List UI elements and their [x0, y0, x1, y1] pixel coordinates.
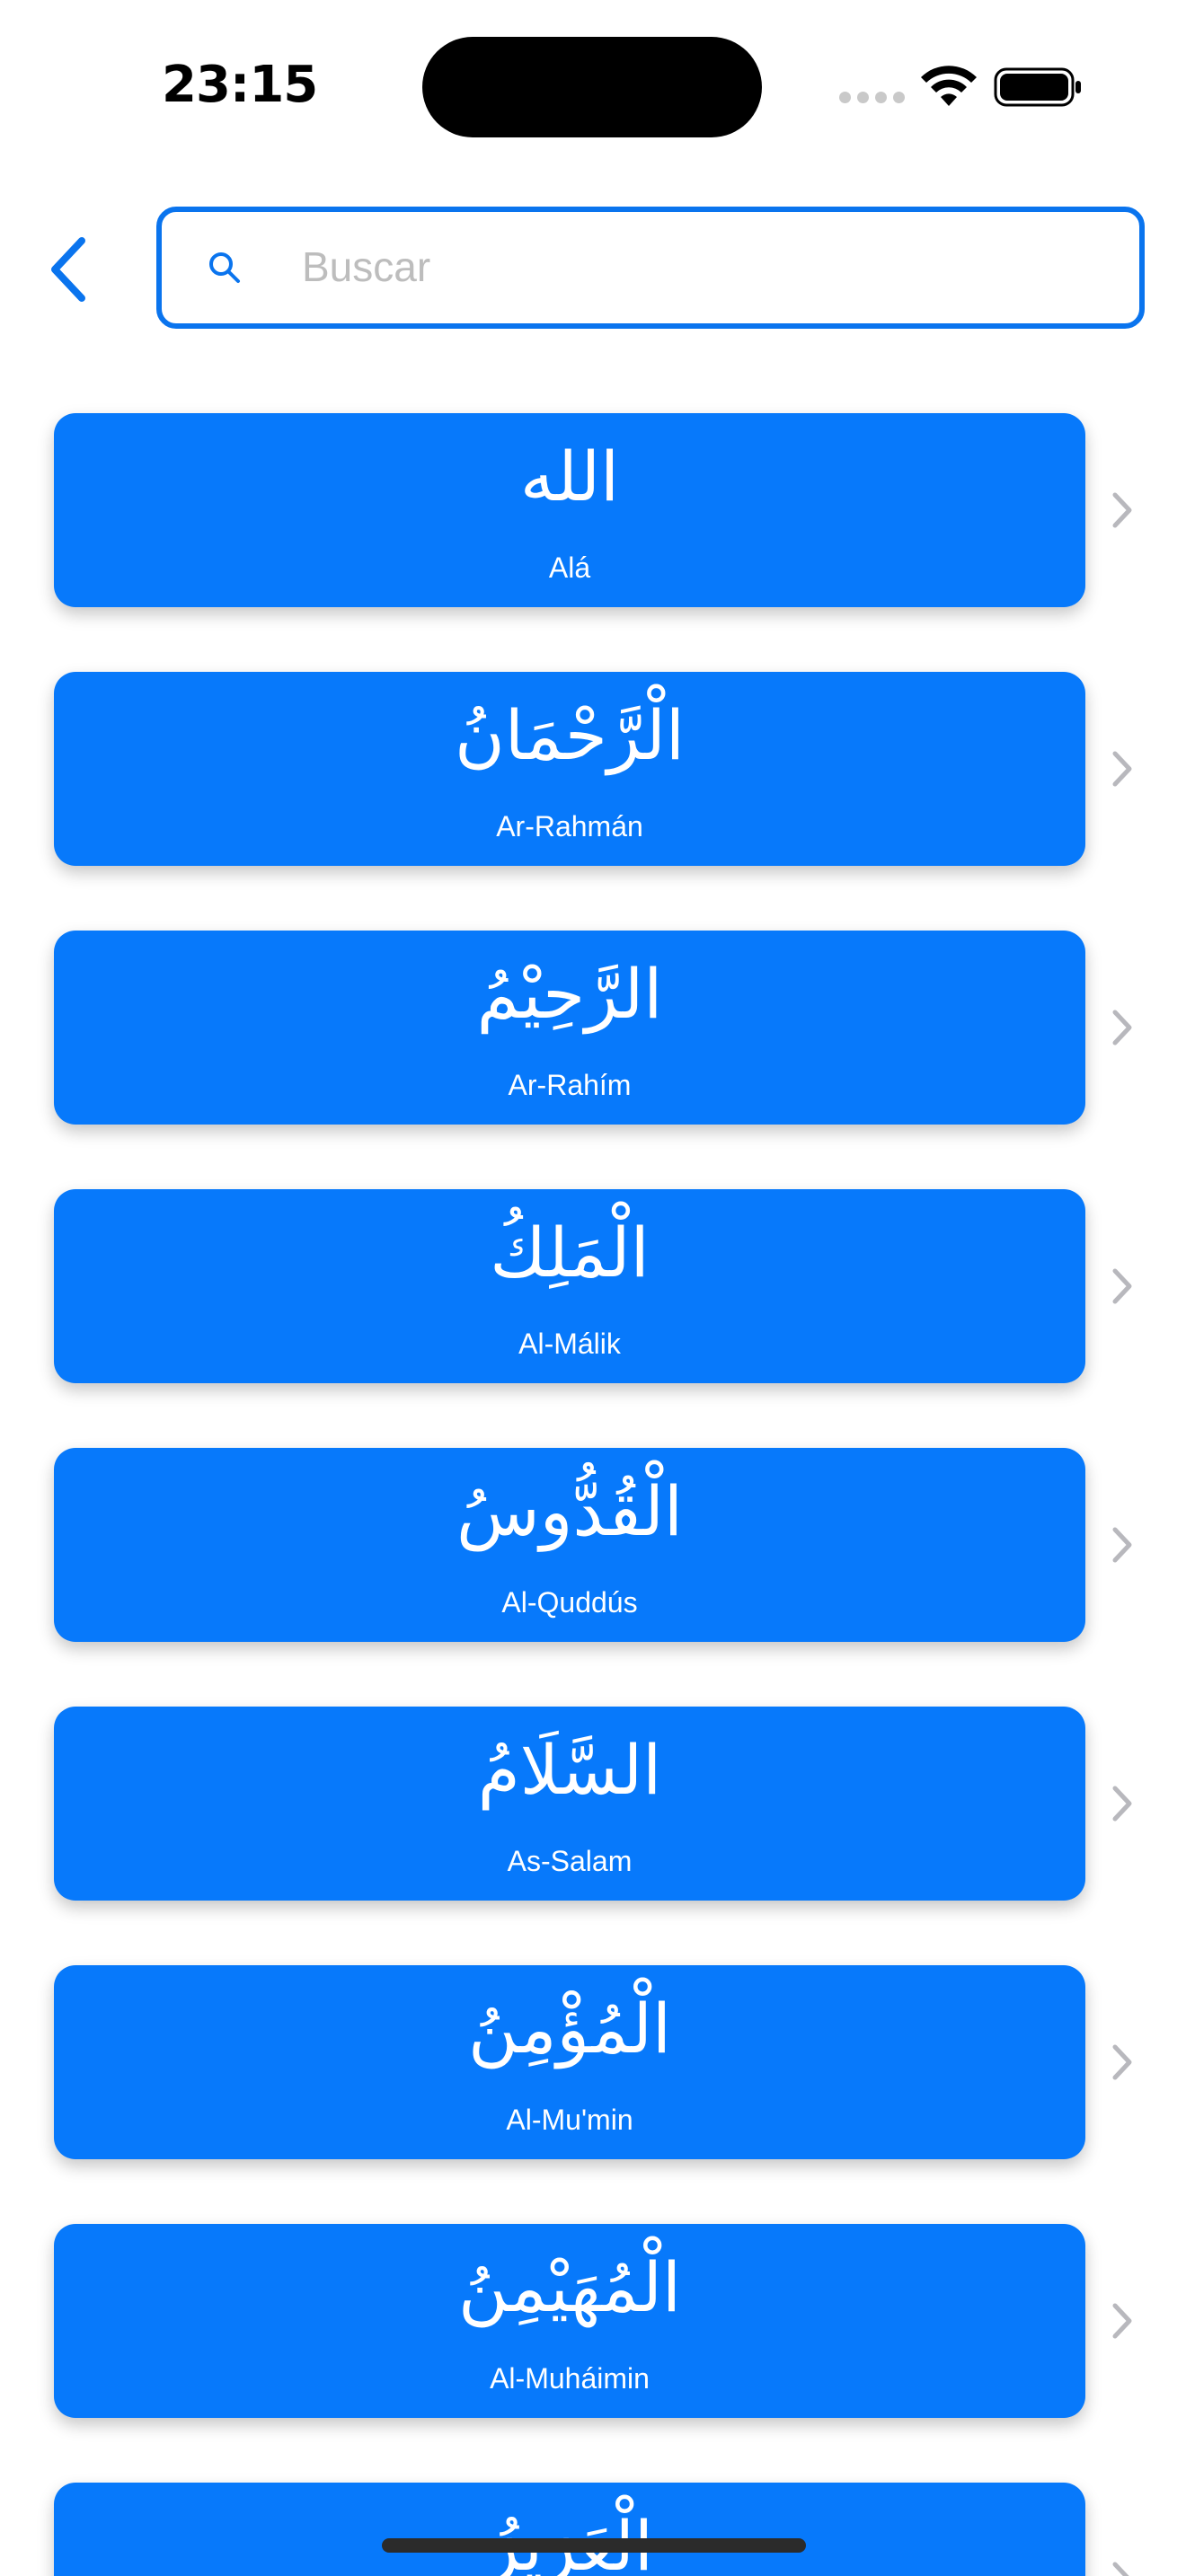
list-item[interactable]: [0, 2483, 1186, 2576]
chevron-right-icon: [1111, 749, 1134, 789]
chevron-right-icon: [1111, 2560, 1134, 2576]
arabic-name: الْمَلِكُ: [490, 1213, 650, 1292]
chevron-right-icon: [1111, 2301, 1134, 2341]
transliteration-label: Al-Quddús: [501, 1586, 638, 1619]
chevron-right-icon: [1111, 1784, 1134, 1823]
transliteration-label: Ar-Rahím: [508, 1069, 632, 1101]
transliteration-label: Al-Mu'min: [506, 2104, 633, 2136]
chevron-right-icon: [1111, 1525, 1134, 1565]
chevron-right-icon: [1111, 1008, 1134, 1047]
transliteration-label: As-Salam: [507, 1845, 633, 1877]
arabic-name: [54, 2497, 1085, 2576]
transliteration-label: Al-Málik: [518, 1328, 621, 1360]
list-item[interactable]: [0, 672, 1186, 866]
arabic-name: الْقُدُّوسُ: [456, 1471, 684, 1551]
list-item[interactable]: [0, 413, 1186, 607]
chevron-right-icon: [1111, 2042, 1134, 2082]
list-item[interactable]: [0, 2224, 1186, 2418]
name-card[interactable]: [54, 2483, 1085, 2576]
arabic-name: الله: [519, 437, 620, 516]
name-card[interactable]: [54, 1965, 1085, 2159]
chevron-right-icon: [1111, 1266, 1134, 1306]
name-card[interactable]: [54, 2224, 1085, 2418]
transliteration-label: Ar-Rahmán: [496, 810, 643, 842]
name-card[interactable]: [54, 1189, 1085, 1383]
list-item[interactable]: [0, 931, 1186, 1125]
arabic-name: الرَّحِيْمُ: [476, 954, 663, 1034]
name-card[interactable]: [54, 1448, 1085, 1642]
arabic-name: السَّلَامُ: [477, 1730, 662, 1810]
status-time: 23:15: [162, 56, 318, 114]
list-item[interactable]: [0, 1707, 1186, 1901]
arabic-name: الْرَّحْمَانُ: [454, 695, 686, 775]
name-card[interactable]: [54, 672, 1085, 866]
name-card[interactable]: [54, 413, 1085, 607]
name-card[interactable]: [54, 931, 1085, 1125]
transliteration-label: Alá: [548, 551, 591, 584]
list-item[interactable]: [0, 1448, 1186, 1642]
chevron-right-icon: [1111, 490, 1134, 530]
arabic-name: الْمُؤْمِنُ: [467, 1989, 672, 2069]
name-card[interactable]: [54, 1707, 1085, 1901]
list-item[interactable]: [0, 1189, 1186, 1383]
arabic-name: الْمُهَيْمِنُ: [458, 2247, 681, 2327]
list-item[interactable]: [0, 1965, 1186, 2159]
transliteration-label: Al-Muháimin: [490, 2362, 650, 2395]
home-indicator[interactable]: [382, 2538, 806, 2553]
